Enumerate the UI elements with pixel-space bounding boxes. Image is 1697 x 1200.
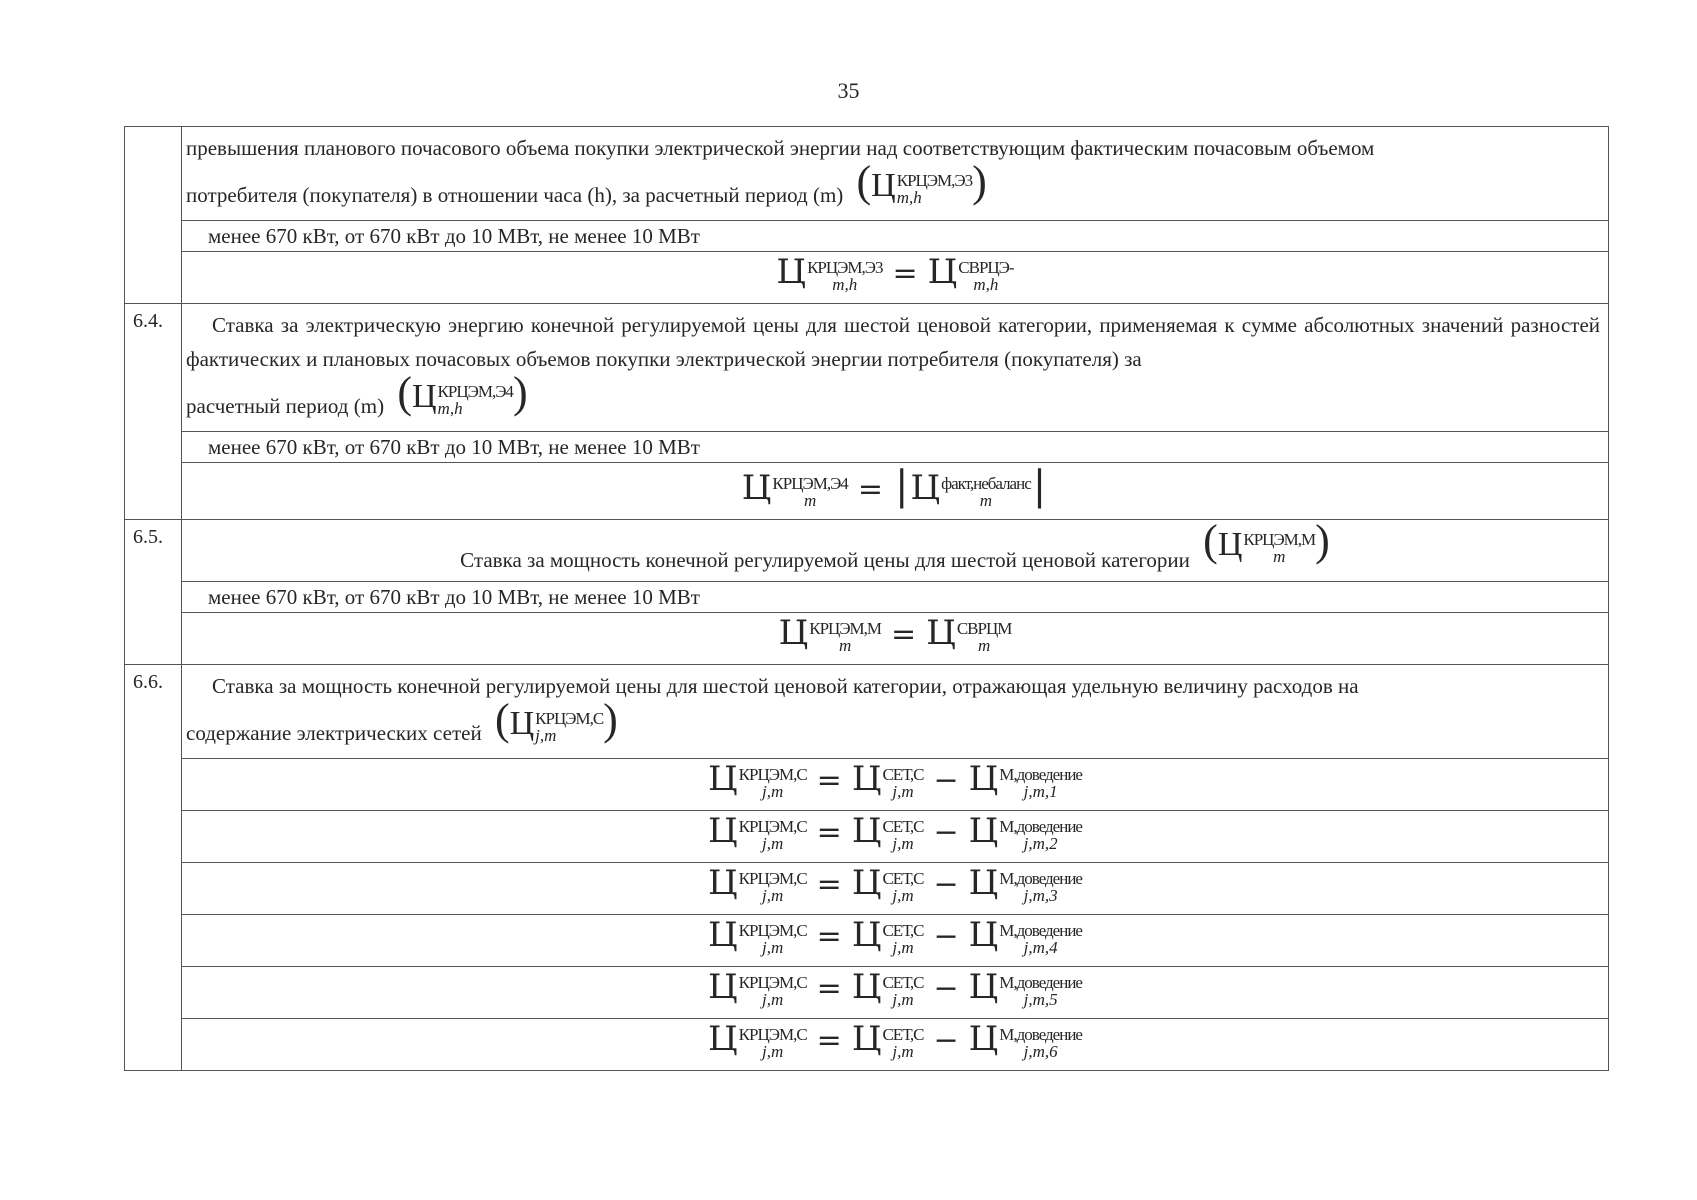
- title-symbol: ( Ц КРЦЭМ,С j,m ): [494, 695, 618, 745]
- row-number: [125, 127, 182, 304]
- table-row: [125, 967, 1609, 1019]
- category-label: менее 670 кВт, от 670 кВт до 10 МВт, не менее 10 МВт: [182, 432, 1609, 463]
- formula: Ц КРЦЭМ,М m = Ц СВРЦМ m: [182, 613, 1609, 665]
- table-row: [125, 665, 1609, 759]
- description-text: Ставка за мощность конечной регулируемой цены для шестой ценовой категории: [460, 548, 1190, 572]
- table-row: [125, 432, 1609, 463]
- section-description: [182, 304, 1609, 432]
- section-description: [182, 665, 1609, 759]
- formula: Ц КРЦЭМ,С j,m = Ц СЕТ,С j,m − Ц М,доведение j,m,1: [182, 759, 1609, 811]
- table-row: [125, 613, 1609, 665]
- table-row: [125, 252, 1609, 304]
- description-text: Ставка за электрическую энергию конечной регулируемой цены для шестой ценовой категории, применяемая к сумме абсолютных значений разностей фактических и плановых почасовых объемов покупки электрической энергии потребителя (покупателя) за: [186, 313, 1600, 371]
- table-row: [125, 520, 1609, 582]
- table-row: [125, 863, 1609, 915]
- row-number: 6.5.: [125, 520, 182, 665]
- table-row: [125, 221, 1609, 252]
- table-row: [125, 1019, 1609, 1071]
- formula: Ц КРЦЭМ,С j,m = Ц СЕТ,С j,m − Ц М,доведение j,m,2: [182, 811, 1609, 863]
- description-text: превышения планового почасового объема покупки электрической энергии над соответствующим фактическим почасовым объемом: [186, 136, 1375, 160]
- category-label: менее 670 кВт, от 670 кВт до 10 МВт, не менее 10 МВт: [182, 221, 1609, 252]
- title-symbol: ( Ц КРЦЭМ,Э4 m,h ): [397, 368, 528, 418]
- section-description: [182, 516, 1609, 582]
- tariff-table: [124, 126, 1609, 1071]
- table-row: [125, 759, 1609, 811]
- formula: Ц КРЦЭМ,Э4 m = | Ц факт,небаланс m |: [182, 463, 1609, 520]
- table-row: [125, 304, 1609, 432]
- row-number: 6.4.: [125, 304, 182, 520]
- title-symbol: ( Ц КРЦЭМ,Э3 m,h ): [856, 157, 987, 207]
- section-description: [182, 127, 1609, 221]
- formula: Ц КРЦЭМ,С j,m = Ц СЕТ,С j,m − Ц М,доведение j,m,5: [182, 967, 1609, 1019]
- table-row: [125, 582, 1609, 613]
- category-label: менее 670 кВт, от 670 кВт до 10 МВт, не менее 10 МВт: [182, 582, 1609, 613]
- table-row: [125, 915, 1609, 967]
- formula: Ц КРЦЭМ,Э3 m,h = Ц СВРЦЭ- m,h: [182, 252, 1609, 304]
- description-text: потребителя (покупателя) в отношении часа (h), за расчетный период (m): [186, 183, 844, 207]
- row-number: 6.6.: [125, 665, 182, 1071]
- table-row: [125, 127, 1609, 221]
- page-number: 35: [837, 78, 860, 103]
- table-row: [125, 811, 1609, 863]
- description-text: Ставка за мощность конечной регулируемой цены для шестой ценовой категории, отражающая удельную величину расходов на: [212, 674, 1359, 698]
- description-text: расчетный период (m): [186, 394, 385, 418]
- title-symbol: ( Ц КРЦЭМ,М m ): [1203, 516, 1330, 566]
- formula: Ц КРЦЭМ,С j,m = Ц СЕТ,С j,m − Ц М,доведение j,m,6: [182, 1019, 1609, 1071]
- table-row: [125, 463, 1609, 520]
- formula: Ц КРЦЭМ,С j,m = Ц СЕТ,С j,m − Ц М,доведение j,m,4: [182, 915, 1609, 967]
- description-text: содержание электрических сетей: [186, 721, 482, 745]
- formula: Ц КРЦЭМ,С j,m = Ц СЕТ,С j,m − Ц М,доведение j,m,3: [182, 863, 1609, 915]
